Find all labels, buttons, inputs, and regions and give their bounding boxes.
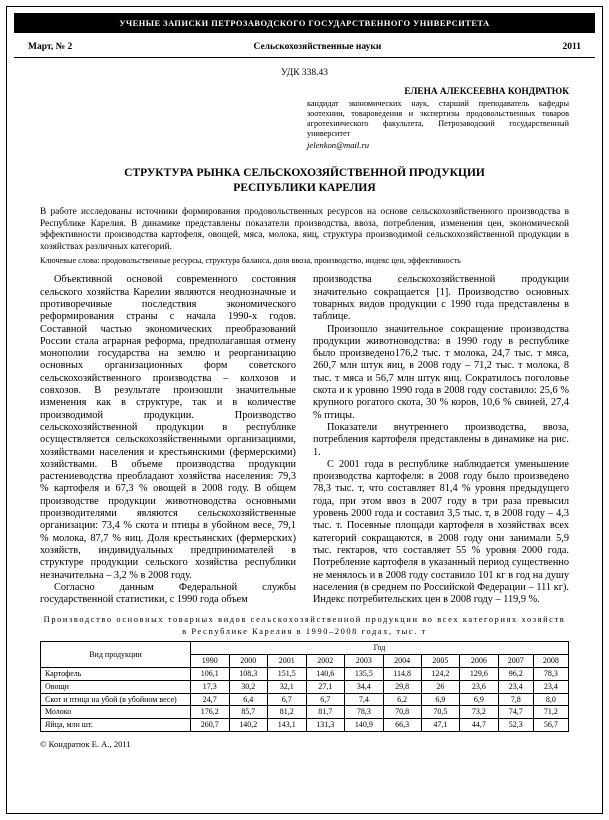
- table-cell: 6,7: [306, 693, 345, 706]
- table-cell: 85,7: [229, 706, 268, 719]
- table-cell: 78,3: [533, 667, 568, 680]
- table-year-header: 2004: [383, 655, 421, 668]
- table-cell: 52,3: [498, 719, 533, 732]
- table-cell: 6,9: [460, 693, 499, 706]
- table-year-header: 2005: [421, 655, 460, 668]
- table-row-label: Овощи: [41, 680, 191, 693]
- article-title-line1: СТРУКТУРА РЫНКА СЕЛЬСКОХОЗЯЙСТВЕННОЙ ПРОДУКЦИИ: [124, 167, 485, 179]
- table-body: [41, 667, 569, 731]
- table-year-header: 2000: [229, 655, 268, 668]
- table-cell: 114,8: [383, 667, 421, 680]
- table-cell: 106,1: [191, 667, 230, 680]
- table-cell: 81,2: [268, 706, 307, 719]
- table-cell: 176,2: [191, 706, 230, 719]
- table-row-label: Молоко: [41, 706, 191, 719]
- table-cell: 140,2: [229, 719, 268, 732]
- table-cell: 44,7: [460, 719, 499, 732]
- table-year-header: 2003: [345, 655, 384, 668]
- table-cell: 47,1: [421, 719, 460, 732]
- table-cell: 6,4: [229, 693, 268, 706]
- table-cell: 129,6: [460, 667, 499, 680]
- table-cell: 140,9: [345, 719, 384, 732]
- table-cell: 124,2: [421, 667, 460, 680]
- right-column: [313, 274, 569, 606]
- body-paragraph: Объективной основой современного состояния сельского хозяйства Карелии являются неоднозначные и противоречивые последствия экономического реформирования страны с начала 1990-х годов. Составной частью экономических преобразований России стала аграрная реформа, предполагавшая отмену монополии государства на землю и реорганизацию основных организационных форм советского сельскохозяйственного производства – колхозов и совхозов. В результате произошли значительные изменения как в структуре, так и в количестве производимой продукции. Производство сельскохозяйственной продукции в республике осуществляется сельскохозяйственными организациями, хозяйствами населения и крестьянскими (фермерскими) хозяйствами. В объеме производства продукции растениеводства преобладают хозяйства населения: 79,3 % картофеля и 67,3 % овощей в 2008 году. В общем производстве продукции животноводства основными производителями являются сельскохозяйственные организации: 73,4 % скота и птицы в убойном весе, 79,1 % молока, 87,7 % яиц. Доля крестьянских (фермерских) хозяйств, индивидуальных предпринимателей в структуре продукции сельского хозяйства республики незначительна – 3,2 % в 2008 году.: [40, 274, 296, 581]
- table-cell: 260,7: [191, 719, 230, 732]
- table-cell: 23,4: [498, 680, 533, 693]
- author-name: ЕЛЕНА АЛЕКСЕЕВНА КОНДРАТЮК: [404, 87, 569, 97]
- table-cell: 56,7: [533, 719, 568, 732]
- author-email: jelenkon@mail.ru: [307, 140, 370, 150]
- table-cell: 23,6: [460, 680, 499, 693]
- table-row: [41, 719, 569, 732]
- table-cell: 73,2: [460, 706, 499, 719]
- body-paragraph: Показатели внутреннего производства, ввоза, потребления картофеля представлены в динамике на рис. 1.: [313, 421, 569, 458]
- issue-header: [14, 33, 595, 57]
- copyright-line: © Кондратюк Е. А., 2011: [40, 738, 131, 749]
- table-cell: 23,4: [533, 680, 568, 693]
- table-caption: Производство основных товарных видов сельскохозяйственной продукции во всех категориях хозяйств в Республике Карелия в 1990–2008 годах, тыс. т: [43, 615, 566, 636]
- table-year-header: 1990: [191, 655, 230, 668]
- table-row-label: Картофель: [41, 667, 191, 680]
- section-title: Сельскохозяйственные науки: [253, 42, 382, 52]
- table-cell: 74,7: [498, 706, 533, 719]
- table-cell: 78,3: [345, 706, 384, 719]
- article-title: [14, 166, 595, 195]
- table-row-label: Скот и птица на убой (в убойном весе): [41, 693, 191, 706]
- table-cell: 7,4: [345, 693, 384, 706]
- table-cell: 30,2: [229, 680, 268, 693]
- table-year-header: 2001: [268, 655, 307, 668]
- journal-banner: УЧЕНЫЕ ЗАПИСКИ ПЕТРОЗАВОДСКОГО ГОСУДАРСТВЕННОГО УНИВЕРСИТЕТА: [14, 13, 595, 33]
- table-group-header: Год: [191, 642, 569, 655]
- table-row-label: Яйца, млн шт.: [41, 719, 191, 732]
- keywords-line: Ключевые слова: продовольственные ресурсы, структура баланса, доля ввоза, производство, индекс цен, эффективность: [40, 256, 461, 266]
- table-cell: 34,4: [345, 680, 384, 693]
- table-year-header: 2008: [533, 655, 568, 668]
- table-cell: 108,3: [229, 667, 268, 680]
- table-cell: 8,0: [533, 693, 568, 706]
- udc-code: УДК 338.43: [280, 68, 329, 78]
- table-cell: 96,2: [498, 667, 533, 680]
- table-cell: 81,7: [306, 706, 345, 719]
- table-cell: 7,8: [498, 693, 533, 706]
- table-cell: 6,7: [268, 693, 307, 706]
- author-block: [307, 87, 569, 150]
- table-year-header: 2007: [498, 655, 533, 668]
- table-corner-header: Вид продукции: [41, 642, 191, 668]
- table-cell: 32,1: [268, 680, 307, 693]
- table-cell: 131,3: [306, 719, 345, 732]
- table-cell: 140,6: [306, 667, 345, 680]
- page-content: [14, 13, 595, 749]
- table-year-header: 2006: [460, 655, 499, 668]
- table-cell: 6,9: [421, 693, 460, 706]
- table-cell: 6,2: [383, 693, 421, 706]
- issue-year: 2011: [562, 42, 581, 52]
- left-column: [40, 274, 296, 606]
- article-title-line2: РЕСПУБЛИКИ КАРЕЛИЯ: [233, 181, 376, 194]
- table-header-row: [41, 642, 569, 655]
- header-divider: [14, 57, 595, 58]
- body-paragraph: производства сельскохозяйственной продукции значительно сокращается [1]. Производство основных товарных видов продукции с 1990 года представлены в таблице.: [313, 274, 569, 323]
- table-row: [41, 680, 569, 693]
- table-cell: 70,8: [383, 706, 421, 719]
- body-columns: [40, 274, 569, 606]
- issue-date: Март, № 2: [28, 42, 73, 52]
- table-row: [41, 693, 569, 706]
- table-year-header: 2002: [306, 655, 345, 668]
- table-cell: 135,5: [345, 667, 384, 680]
- table-cell: 66,3: [383, 719, 421, 732]
- table-cell: 143,1: [268, 719, 307, 732]
- table-row: [41, 667, 569, 680]
- table-cell: 24,7: [191, 693, 230, 706]
- table-cell: 26: [421, 680, 460, 693]
- abstract-text: В работе исследованы источники формирования продовольственных ресурсов на основе сельскохозяйственного производства в Республике Карелия. В динамике представлены показатели производства, ввоза, потребления, изменения цен, экономической эффективности производства картофеля, овощей, мяса, молока, яиц, структура производимой сельскохозяйственной продукции в хозяйствах различных категорий.: [40, 207, 569, 252]
- body-paragraph: С 2001 года в республике наблюдается уменьшение производства картофеля: в 2008 году было произведено 78,3 тыс. т, что составляет 81,4 % уровня предыдущего года, при этом ввоз в 2007 году в три раза превысил уровень 2000 года и составил 3,5 тыс. т, в 2008 году – 4,3 тыс. т. Посевные площади картофеля в хозяйствах всех категорий сокращаются, в 2008 году они занимали 5,9 тыс. гектаров, что составляет 55 % уровня 2000 года. Потребление картофеля в указанный период существенно не менялось и в 2008 году составило 101 кг в год на душу населения (в среднем по Российской Федерации – 111 кг). Индекс потребительских цен в 2008 году – 119,9 %.: [313, 458, 569, 606]
- table-cell: 151,5: [268, 667, 307, 680]
- table-row: [41, 706, 569, 719]
- author-affiliation: кандидат экономических наук, старший преподаватель кафедры зоотехнии, товароведения и экспертизы продовольственных товаров агротехнического факультета, Петрозаводский государственный университет: [307, 99, 569, 138]
- table-cell: 71,2: [533, 706, 568, 719]
- table-cell: 29,8: [383, 680, 421, 693]
- table-cell: 17,3: [191, 680, 230, 693]
- table-cell: 27,1: [306, 680, 345, 693]
- body-paragraph: Согласно данным Федеральной службы государственной статистики, с 1990 года объем: [40, 581, 296, 606]
- body-paragraph: Произошло значительное сокращение производства продукции животноводства: в 1990 году в республике было произведено176,2 тыс. т молока, 24,7 тыс. т мяса, 260,7 млн штук яиц, в 2008 году – 71,2 тыс. т молока, 8 тыс. т мяса и 56,7 млн штук яиц. Сократилось поголовье скота и к уровню 1990 года в 2008 году составило: 25,6 % крупного рогатого скота, 30 % коров, 10,6 % свиней, 27,4 % птицы.: [313, 323, 569, 421]
- data-table: [40, 641, 569, 732]
- table-cell: 70,5: [421, 706, 460, 719]
